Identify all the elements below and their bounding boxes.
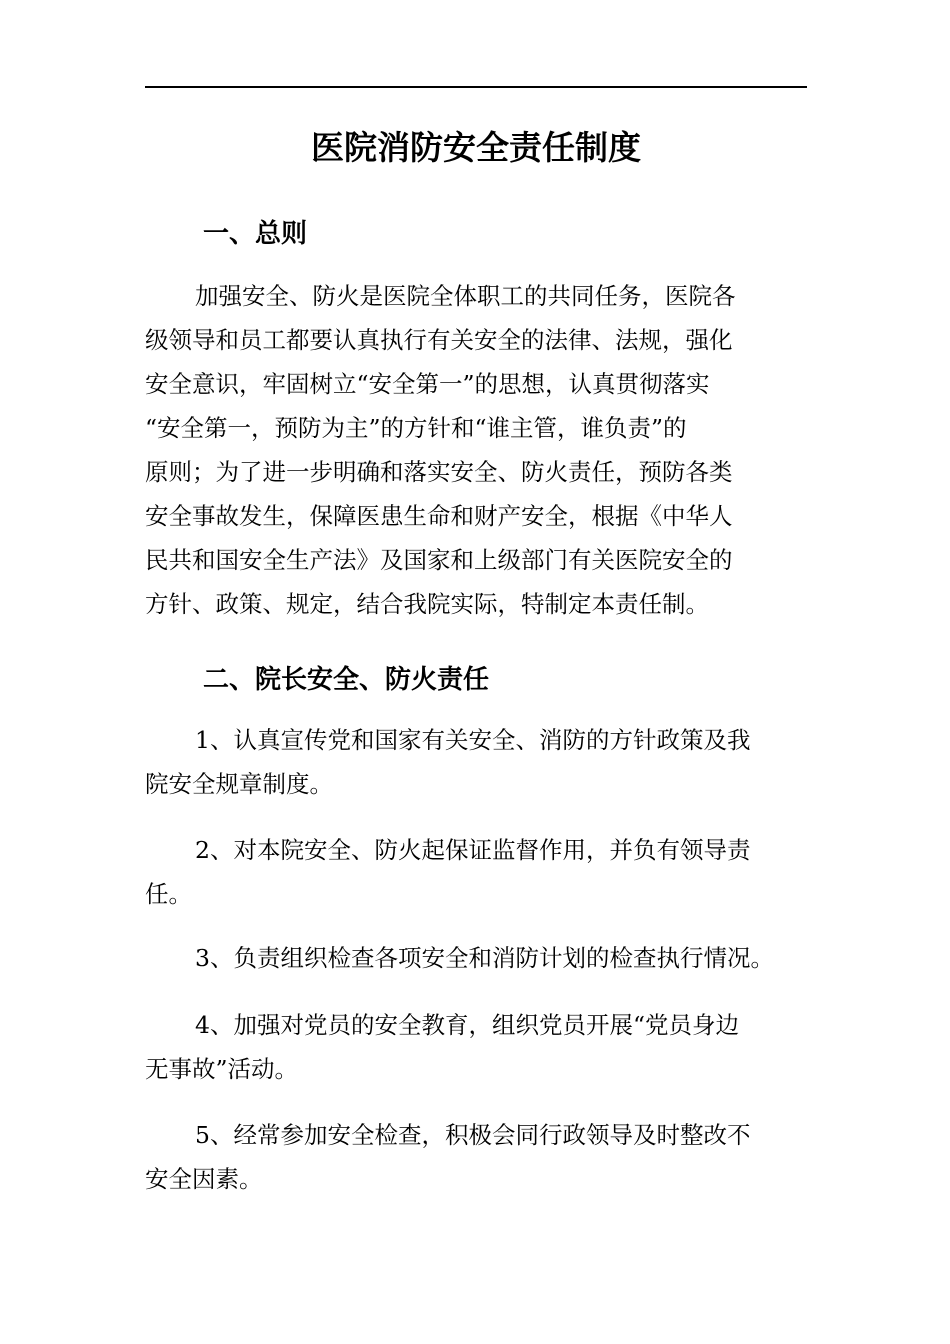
- item-line: 院安全规章制度。: [145, 770, 333, 798]
- list-item: [145, 1003, 805, 1091]
- section-heading-general: 一、总则: [203, 219, 308, 249]
- general-paragraph: [145, 274, 805, 626]
- list-item: [145, 936, 805, 980]
- paragraph-line: 原则；为了进一步明确和落实安全、防火责任，预防各类: [145, 458, 733, 486]
- paragraph-line: 民共和国安全生产法》及国家和上级部门有关医院安全的: [145, 546, 733, 574]
- paragraph-line: “安全第一，预防为主”的方针和“谁主管，谁负责”的: [145, 414, 687, 442]
- paragraph-line: 方针、政策、规定，结合我院实际，特制定本责任制。: [145, 590, 709, 618]
- item-line: 5、经常参加安全检查，积极会同行政领导及时整改不: [195, 1121, 751, 1149]
- paragraph-line: 安全事故发生，保障医患生命和财产安全，根据《中华人: [145, 502, 733, 530]
- list-item: [145, 1113, 805, 1201]
- item-line: 3、负责组织检查各项安全和消防计划的检查执行情况。: [195, 944, 774, 972]
- section-heading-director: 二、院长安全、防火责任: [203, 665, 490, 695]
- item-line: 1、认真宣传党和国家有关安全、消防的方针政策及我: [195, 726, 751, 754]
- item-line: 安全因素。: [145, 1165, 263, 1193]
- document-title: 医院消防安全责任制度: [311, 128, 641, 167]
- list-item: [145, 718, 805, 806]
- header-rule: [145, 86, 807, 88]
- item-line: 无事故”活动。: [145, 1055, 299, 1083]
- paragraph-line: 安全意识，牢固树立“安全第一”的思想，认真贯彻落实: [145, 370, 710, 398]
- item-line: 2、对本院安全、防火起保证监督作用，并负有领导责: [195, 836, 751, 864]
- paragraph-line: 级领导和员工都要认真执行有关安全的法律、法规，强化: [145, 326, 733, 354]
- item-line: 4、加强对党员的安全教育，组织党员开展“党员身边: [195, 1011, 739, 1039]
- list-item: [145, 828, 805, 916]
- item-line: 任。: [145, 880, 192, 908]
- paragraph-line: 加强安全、防火是医院全体职工的共同任务，医院各: [195, 282, 736, 310]
